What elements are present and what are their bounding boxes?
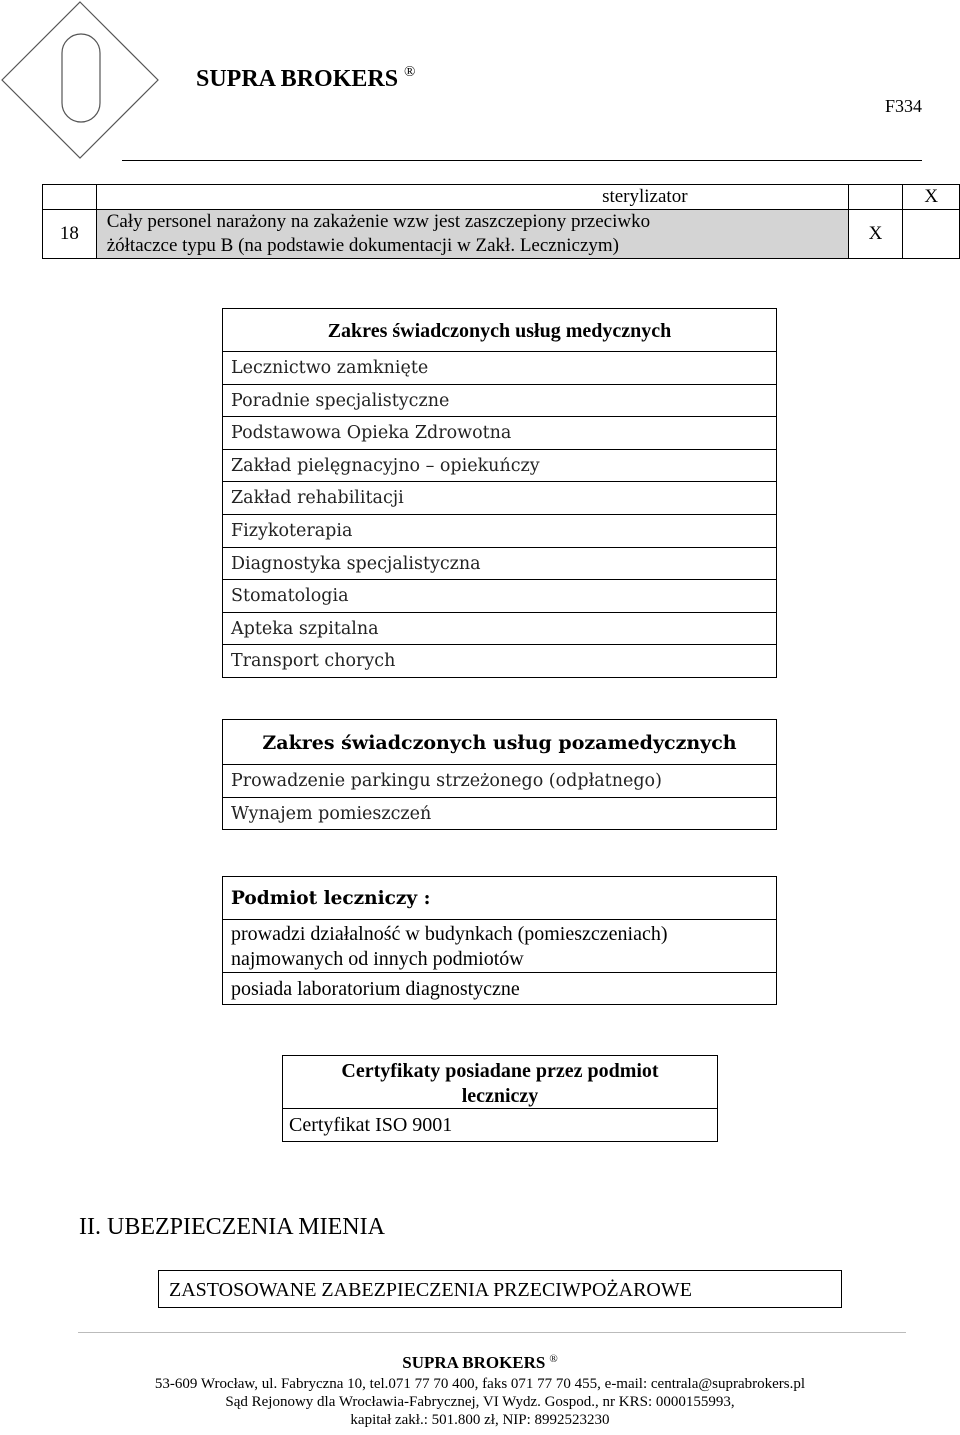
company-logo-icon bbox=[0, 0, 160, 160]
list-item: Stomatologia bbox=[223, 579, 776, 612]
header-brand-text: SUPRA BROKERS bbox=[196, 66, 399, 92]
fire-protection-box: ZASTOSOWANE ZABEZPIECZENIA PRZECIWPOŻAROWE bbox=[158, 1270, 842, 1308]
header-divider bbox=[122, 160, 922, 161]
footer-brand-text: SUPRA BROKERS bbox=[402, 1353, 546, 1372]
list-item: Fizykoterapia bbox=[223, 514, 776, 547]
section-heading: II. UBEZPIECZENIA MIENIA bbox=[79, 1214, 385, 1240]
certificates-title-line: leczniczy bbox=[461, 1085, 539, 1107]
header-brand bbox=[196, 66, 415, 93]
row-number-cell bbox=[43, 185, 97, 210]
checklist-table bbox=[42, 184, 960, 259]
list-item-line: najmowanych od innych podmiotów bbox=[231, 948, 524, 970]
row-number-cell: 18 bbox=[43, 210, 97, 259]
registered-mark: ® bbox=[404, 64, 416, 80]
list-item: Lecznictwo zamknięte bbox=[223, 351, 776, 384]
table-row bbox=[43, 210, 960, 259]
list-item: Zakład rehabilitacji bbox=[223, 481, 776, 514]
footer-address: 53-609 Wrocław, ul. Fabryczna 10, tel.071 77 70 400, faks 071 77 70 455, e-mail: centrala@suprabrokers.pl bbox=[154, 1376, 806, 1392]
row-text-cell bbox=[96, 210, 848, 259]
check-cell bbox=[848, 185, 903, 210]
list-item: Certyfikat ISO 9001 bbox=[289, 1114, 453, 1136]
medical-services-table bbox=[222, 308, 777, 678]
list-item: posiada laboratorium diagnostyczne bbox=[223, 972, 776, 1004]
medical-services-title: Zakres świadczonych usług medycznych bbox=[327, 320, 672, 342]
list-item: Poradnie specjalistyczne bbox=[223, 384, 776, 417]
document-code: F334 bbox=[884, 96, 922, 116]
footer-divider bbox=[78, 1332, 906, 1333]
list-item bbox=[223, 919, 776, 972]
non-medical-services-table bbox=[222, 719, 777, 830]
footer-brand bbox=[0, 1353, 960, 1373]
non-medical-services-title: Zakres świadczonych usług pozamedycznych bbox=[262, 732, 737, 754]
row-text-cell: sterylizator bbox=[96, 185, 848, 210]
entity-table bbox=[222, 876, 777, 1005]
check-cell bbox=[903, 210, 960, 259]
list-item: Prowadzenie parkingu strzeżonego (odpłatnego) bbox=[223, 764, 776, 797]
footer-capital: kapitał zakł.: 501.800 zł, NIP: 8992523230 bbox=[350, 1412, 610, 1428]
row-text-line: żółtaczce typu B (na podstawie dokumentacji w Zakł. Leczniczym) bbox=[106, 235, 619, 256]
list-item: Zakład pielęgnacyjno – opiekuńczy bbox=[223, 449, 776, 482]
certificates-title bbox=[283, 1056, 717, 1109]
row-text-line: Cały personel narażony na zakażenie wzw jest zaszczepiony przeciwko bbox=[106, 211, 651, 232]
list-item: Podstawowa Opieka Zdrowotna bbox=[223, 416, 776, 449]
list-item: Wynajem pomieszczeń bbox=[223, 797, 776, 830]
table-row bbox=[43, 185, 960, 210]
list-item: Diagnostyka specjalistyczna bbox=[223, 547, 776, 580]
check-cell: X bbox=[903, 185, 960, 210]
entity-title: Podmiot leczniczy : bbox=[231, 888, 431, 909]
footer-court: Sąd Rejonowy dla Wrocławia-Fabrycznej, VI Wydz. Gospod., nr KRS: 0000155993, bbox=[225, 1394, 735, 1410]
certificates-title-line: Certyfikaty posiadane przez podmiot bbox=[341, 1060, 659, 1082]
list-item: Apteka szpitalna bbox=[223, 612, 776, 645]
list-item-line: prowadzi działalność w budynkach (pomieszczeniach) bbox=[231, 923, 668, 945]
registered-mark: ® bbox=[549, 1353, 558, 1365]
certificates-table bbox=[282, 1055, 718, 1142]
check-cell: X bbox=[848, 210, 903, 259]
list-item: Transport chorych bbox=[223, 644, 776, 677]
